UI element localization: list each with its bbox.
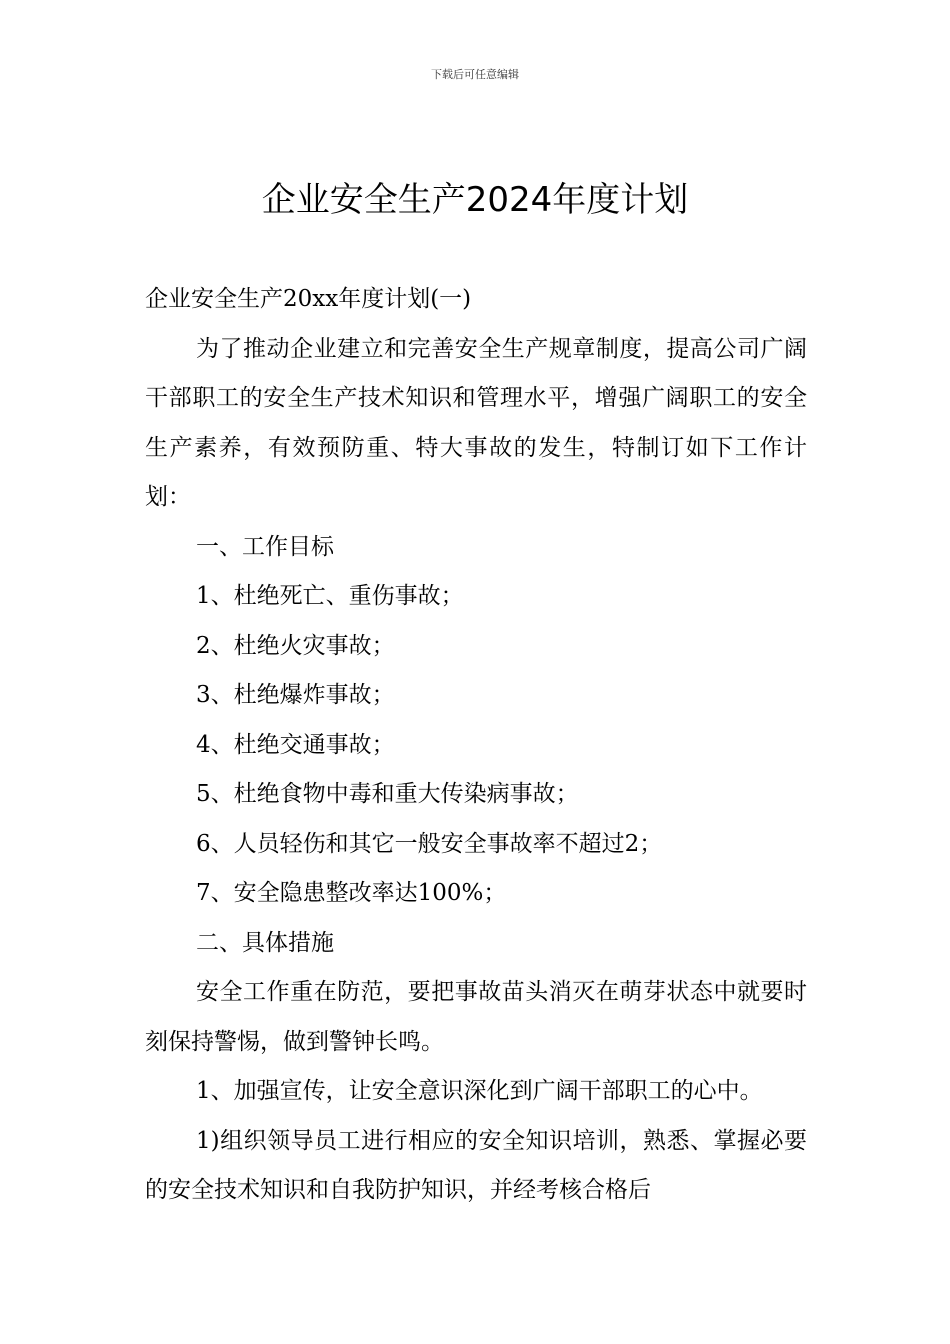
list-item: 5、杜绝食物中毒和重大传染病事故；: [196, 781, 579, 807]
document-title: 企业安全生产2024年度计划: [261, 180, 689, 220]
paragraph-intro: 为了推动企业建立和完善安全生产规章制度，提高公司广阔干部职工的安全生产技术知识和管理水平，增强广阔职工的安全生产素养，有效预防重、特大事故的发生，特制订如下工作计划：: [145, 335, 807, 510]
list-item: 7、安全隐患整改率达100%；: [196, 880, 507, 906]
list-item: 1、杜绝死亡、重伤事故；: [196, 583, 464, 609]
list-item: 3、杜绝爆炸事故；: [196, 682, 395, 708]
paragraph-measure-1: 1、加强宣传，让安全意识深化到广阔干部职工的心中。: [196, 1078, 763, 1104]
section-heading-measures: 二、具体措施: [196, 929, 334, 956]
paragraph-measures-intro: 安全工作重在防范，要把事故苗头消灭在萌芽状态中就要时刻保持警惕，做到警钟长鸣。: [145, 979, 807, 1055]
list-item: 2、杜绝火灾事故；: [196, 632, 395, 659]
paragraph-subtitle: 企业安全生产20xx年度计划(一): [145, 286, 472, 312]
header-note: 下载后可任意编辑: [431, 68, 519, 81]
list-item: 6、人员轻伤和其它一般安全事故率不超过2；: [196, 830, 663, 857]
section-heading-goals: 一、工作目标: [196, 533, 334, 560]
document-body: [145, 275, 807, 1216]
list-item: 4、杜绝交通事故；: [196, 731, 395, 758]
paragraph-measure-1-sub: 1)组织领导员工进行相应的安全知识培训，熟悉、掌握必要的安全技术知识和自我防护知识，并经考核合格后: [145, 1127, 807, 1203]
